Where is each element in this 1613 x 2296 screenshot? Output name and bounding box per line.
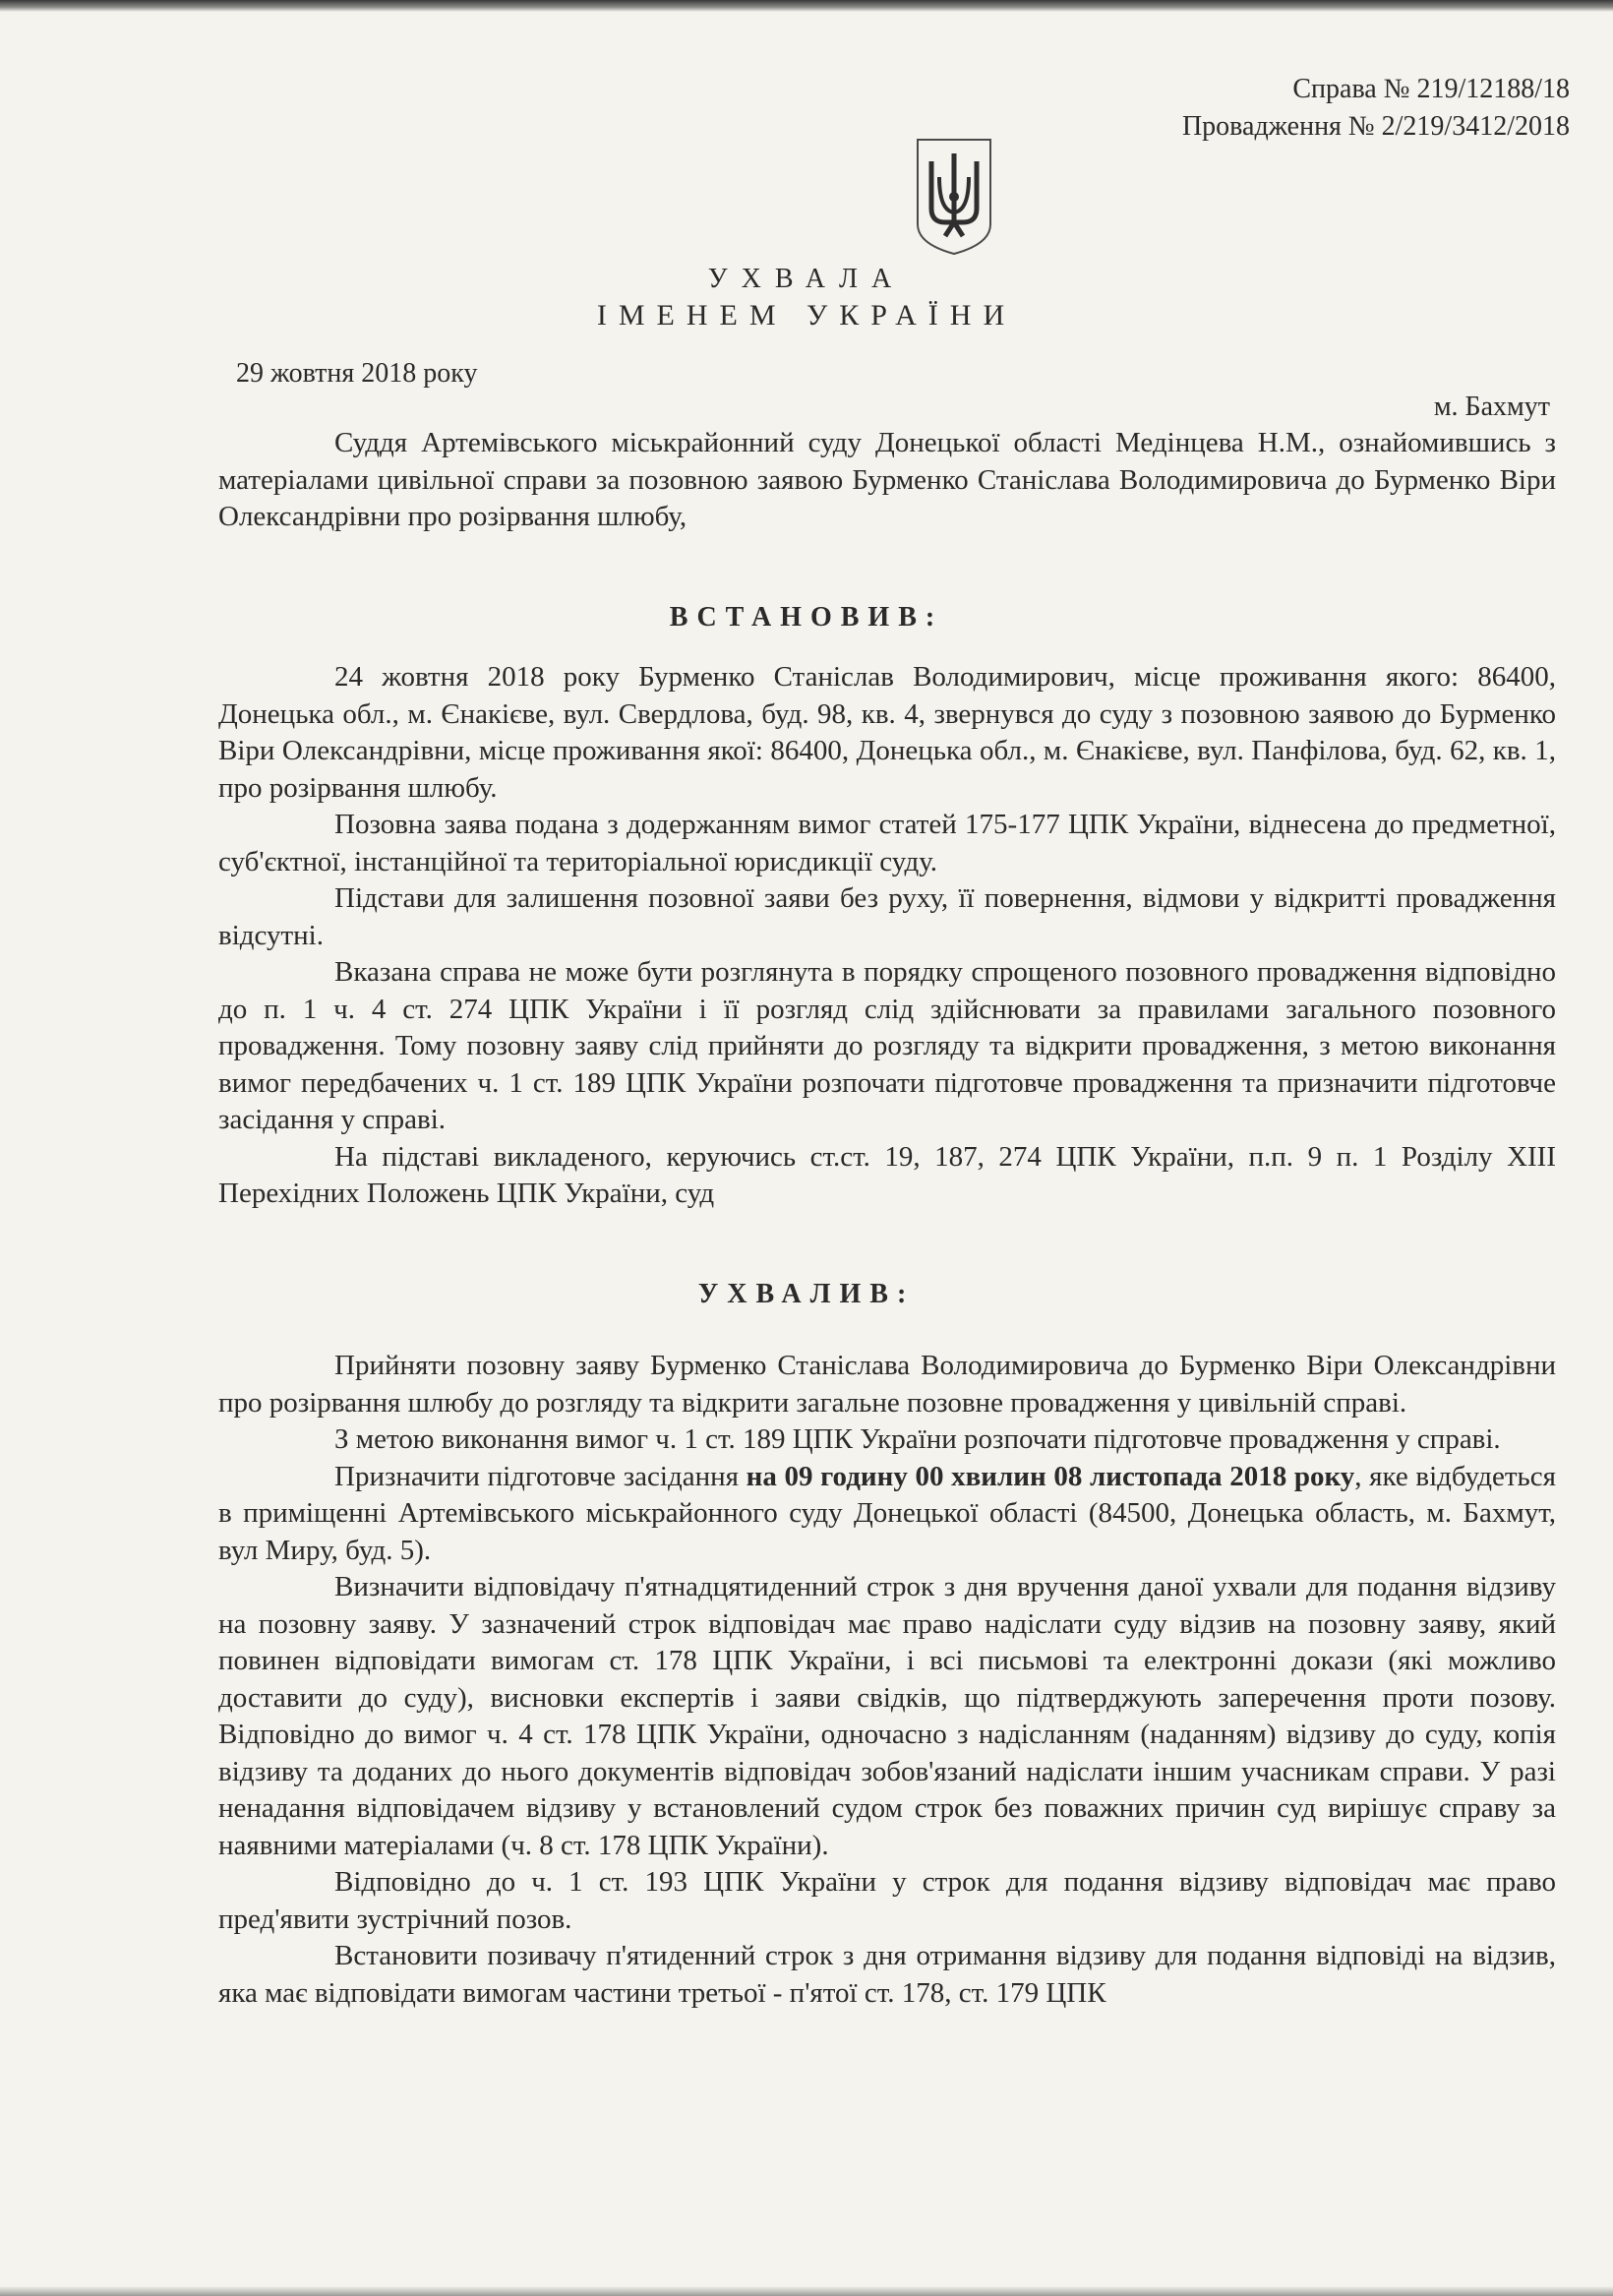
ruled-paragraph: З метою виконання вимог ч. 1 ст. 189 ЦПК України розпочати підготовче провадження у справі. — [334, 1423, 1501, 1455]
ruled-paragraph: Визначити відповідачу п'ятнадцятиденний строк з дня вручення даної ухвали для подання відзиву на позовну заяву. У зазначений строк відповідач має право надіслати суду відзив на позовну заяву, який повинен відповідати вимогам ст. 178 ЦПК України, і всі письмові та електронні докази (які можливо доставити до суду), висновки експертів і заяви свідків, що підтверджують заперечення проти позову. Відповідно до вимог ч. 4 ст. 178 ЦПК України, одночасно з надісланням (наданням) відзиву до суду, копія відзиву та доданих до нього документів відповідач зобов'язаний надіслати іншим учасникам справи. У разі ненадання відповідачем відзиву у встановлений судом строк без поважних причин суд вирішує справу за наявними матеріалами (ч. 8 ст. 178 ЦПК України). — [218, 1571, 1556, 1861]
hearing-datetime: на 09 годину 00 хвилин 08 листопада 2018 року — [746, 1460, 1355, 1492]
ruled-paragraph: Прийняти позовну заяву Бурменко Станіслава Володимировича до Бурменко Віри Олександрівни про розірвання шлюбу до розгляду та відкрити загальне позовне провадження у цивільній справі. — [218, 1350, 1556, 1419]
document-subtitle: ІМЕНЕМ УКРАЇНИ — [596, 299, 1017, 332]
established-paragraph: 24 жовтня 2018 року Бурменко Станіслав Володимирович, місце проживання якого: 86400, Донецька обл., м. Єнакієве, вул. Свердлова, буд. 98, кв. 4, звернувся до суду з позовною заявою до Бурменко Віри Олександрівни, місце проживання якої: 86400, Донецька обл., м. Єнакієве, вул. Панфілова, буд. 62, кв. 1, про розірвання шлюбу. — [218, 661, 1556, 804]
established-paragraph: Підстави для залишення позовної заяви без руху, її повернення, відмови у відкритті провадження відсутні. — [218, 882, 1556, 951]
intro-paragraph: Суддя Артемівського міськрайонний суду Донецької області Медінцева Н.М., ознайомившись з матеріалами цивільної справи за позовною заявою Бурменко Станіслава Володимировича до Бурменко Віри Олександрівни про розірвання шлюбу, — [218, 427, 1556, 532]
ruled-paragraph: Встановити позивачу п'ятиденний строк з дня отримання відзиву для подання відповіді на відзив, яка має відповідати вимогам частини третьої - п'ятої ст. 178, ст. 179 ЦПК — [218, 1940, 1556, 2009]
established-heading: ВСТАНОВИВ: — [669, 602, 944, 633]
case-number: Справа № 219/12188/18 — [1292, 74, 1570, 104]
ruled-paragraph-hearing — [218, 1459, 1556, 1570]
ruled-section — [218, 1348, 1556, 2012]
established-paragraph: Вказана справа не може бути розглянута в порядку спрощеного позовного провадження відповідно до п. 1 ч. 4 ст. 274 ЦПК України і її розгляд слід здійснювати за правилами загального позовного провадження. Тому позовну заяву слід прийняти до розгляду та відкрити провадження, з метою виконання вимог передбачених ч. 1 ст. 189 ЦПК України розпочати підготовче провадження та призначити підготовче засідання у справі. — [218, 956, 1556, 1135]
hearing-text-start: Призначити підготовче засідання — [334, 1460, 747, 1492]
ruled-paragraph: Відповідно до ч. 1 ст. 193 ЦПК України у строк для подання відзиву відповідач має право пред'явити зустрічний позов. — [218, 1866, 1556, 1935]
scan-bottom-edge — [0, 2286, 1613, 2296]
hearing-text-end: , яке відбудеться в приміщенні Артемівського міськрайонного суду Донецької області (84500, Донецька область, м. Бахмут, вул Миру, буд. 5). — [218, 1460, 1556, 1566]
document-title: УХВАЛА — [707, 264, 906, 294]
ruled-heading: УХВАЛИВ: — [697, 1279, 916, 1309]
intro-section — [218, 425, 1556, 536]
established-paragraph: Позовна заява подана з додержанням вимог статей 175-177 ЦПК України, віднесена до предметної, суб'єктної, інстанційної та територіальної юрисдикції суду. — [218, 809, 1556, 877]
established-paragraph: На підставі викладеного, керуючись ст.ст. 19, 187, 274 ЦПК України, п.п. 9 п. 1 Розділу XIII Перехідних Положень ЦПК України, суд — [218, 1140, 1556, 1209]
document-city: м. Бахмут — [1433, 392, 1550, 422]
trident-emblem-icon — [910, 138, 998, 256]
proceeding-number: Провадження № 2/219/3412/2018 — [1181, 111, 1570, 142]
case-header — [1182, 71, 1570, 146]
document-date: 29 жовтня 2018 року — [236, 358, 478, 389]
established-section — [218, 659, 1556, 1213]
